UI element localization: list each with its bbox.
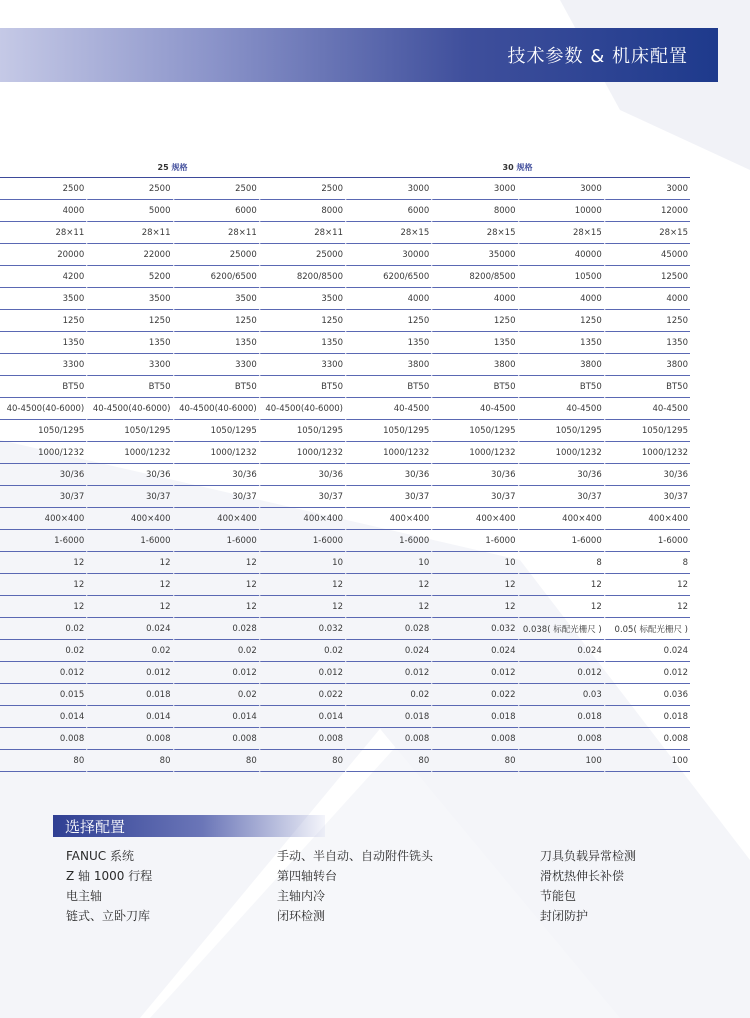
option-item: 手动、半自动、自动附件铣头 — [277, 849, 434, 863]
table-cell: 6200/6500 — [173, 266, 259, 288]
table-cell: 1-6000 — [259, 530, 345, 552]
table-cell: 1050/1295 — [431, 420, 517, 442]
table-row — [0, 310, 690, 332]
table-cell: 0.018 — [86, 684, 172, 706]
table-cell: 25000 — [259, 244, 345, 266]
table-cell: 0.02 — [173, 684, 259, 706]
page-title: 技术参数 & 机床配置 — [507, 46, 688, 67]
table-cell: 2500 — [86, 178, 172, 200]
table-cell: 1350 — [604, 332, 690, 354]
table-cell: 12 — [259, 596, 345, 618]
table-cell: 0.012 — [0, 662, 86, 684]
table-cell: 12 — [86, 574, 172, 596]
table-cell: 3500 — [0, 288, 86, 310]
table-cell: 12500 — [604, 266, 690, 288]
table-cell: 30/37 — [431, 486, 517, 508]
table-cell: 1350 — [86, 332, 172, 354]
options-section-header — [53, 815, 325, 837]
option-item: 滑枕热伸长补偿 — [540, 869, 625, 883]
table-row — [0, 354, 690, 376]
option-item: 主轴内冷 — [277, 889, 326, 903]
table-cell: 400×400 — [173, 508, 259, 530]
table-cell: 12 — [173, 574, 259, 596]
table-row — [0, 662, 690, 684]
table-cell: 0.008 — [0, 728, 86, 750]
table-cell: 40-4500 — [431, 398, 517, 420]
table-row — [0, 750, 690, 772]
table-cell: 10 — [259, 552, 345, 574]
table-cell: 3300 — [173, 354, 259, 376]
table-cell: 0.008 — [345, 728, 431, 750]
table-cell: BT50 — [259, 376, 345, 398]
table-cell: 2500 — [259, 178, 345, 200]
group-size: 25 — [157, 163, 169, 172]
table-cell: 1250 — [431, 310, 517, 332]
table-cell: 0.02 — [173, 640, 259, 662]
table-cell: 1-6000 — [345, 530, 431, 552]
table-cell: 12 — [0, 574, 86, 596]
table-cell: BT50 — [518, 376, 604, 398]
table-cell: 1-6000 — [173, 530, 259, 552]
group-30-header — [345, 158, 690, 178]
table-cell: 4000 — [345, 288, 431, 310]
table-cell: 0.014 — [173, 706, 259, 728]
table-cell: 100 — [604, 750, 690, 772]
table-cell: 1050/1295 — [518, 420, 604, 442]
table-cell: 0.028 — [173, 618, 259, 640]
table-cell: 80 — [173, 750, 259, 772]
table-cell: 35000 — [431, 244, 517, 266]
table-cell: 1050/1295 — [0, 420, 86, 442]
option-item: 电主轴 — [66, 889, 103, 903]
table-cell: 0.008 — [173, 728, 259, 750]
table-cell: 40-4500(40-6000) — [86, 398, 172, 420]
table-cell: 3300 — [86, 354, 172, 376]
table-cell: 4000 — [604, 288, 690, 310]
table-cell: 100 — [518, 750, 604, 772]
table-cell: 6000 — [345, 200, 431, 222]
table-cell: 12 — [0, 552, 86, 574]
table-cell: 10 — [345, 552, 431, 574]
table-cell: 45000 — [604, 244, 690, 266]
table-cell: 12 — [173, 552, 259, 574]
table-cell: 12 — [86, 596, 172, 618]
table-row — [0, 288, 690, 310]
table-cell: 0.036 — [604, 684, 690, 706]
table-cell: 1000/1232 — [173, 442, 259, 464]
table-cell: 1250 — [86, 310, 172, 332]
table-cell: 0.02 — [86, 640, 172, 662]
table-cell: 12 — [86, 552, 172, 574]
table-cell: 30/37 — [173, 486, 259, 508]
table-cell: 400×400 — [86, 508, 172, 530]
table-cell: 1-6000 — [518, 530, 604, 552]
options-column-2 — [277, 846, 433, 926]
table-cell: 6200/6500 — [345, 266, 431, 288]
table-cell: 3300 — [0, 354, 86, 376]
table-cell: 0.012 — [518, 662, 604, 684]
table-cell: 3000 — [431, 178, 517, 200]
table-cell: 1-6000 — [604, 530, 690, 552]
table-cell: 0.02 — [0, 618, 86, 640]
table-cell: 0.014 — [259, 706, 345, 728]
table-cell: 1350 — [173, 332, 259, 354]
table-cell: 28×11 — [173, 222, 259, 244]
table-cell: 30/37 — [0, 486, 86, 508]
table-cell: 12 — [0, 596, 86, 618]
table-cell: 1-6000 — [0, 530, 86, 552]
table-cell: 40-4500 — [604, 398, 690, 420]
table-cell: 8000 — [431, 200, 517, 222]
table-cell: 1250 — [0, 310, 86, 332]
table-cell: 0.03 — [518, 684, 604, 706]
table-cell: 0.024 — [345, 640, 431, 662]
table-row — [0, 222, 690, 244]
table-cell: 1350 — [259, 332, 345, 354]
table-cell: 80 — [431, 750, 517, 772]
table-cell: 0.024 — [431, 640, 517, 662]
table-cell: 0.012 — [86, 662, 172, 684]
table-cell: 30/37 — [345, 486, 431, 508]
table-cell: 3500 — [173, 288, 259, 310]
table-cell: 0.012 — [604, 662, 690, 684]
option-item: 第四轴转台 — [277, 869, 338, 883]
table-cell: 30/37 — [86, 486, 172, 508]
table-cell: 80 — [0, 750, 86, 772]
table-cell: 12 — [431, 596, 517, 618]
table-cell: 1050/1295 — [259, 420, 345, 442]
table-cell: 1-6000 — [431, 530, 517, 552]
table-cell: 40000 — [518, 244, 604, 266]
table-cell: 28×11 — [86, 222, 172, 244]
table-cell: 0.024 — [604, 640, 690, 662]
table-cell: 3800 — [604, 354, 690, 376]
table-cell: 1-6000 — [86, 530, 172, 552]
table-cell: 20000 — [0, 244, 86, 266]
table-cell: BT50 — [86, 376, 172, 398]
table-cell: 1000/1232 — [345, 442, 431, 464]
table-cell: 0.008 — [259, 728, 345, 750]
table-cell: 1050/1295 — [604, 420, 690, 442]
table-cell: 1250 — [604, 310, 690, 332]
table-cell: 0.014 — [86, 706, 172, 728]
table-cell: 1350 — [518, 332, 604, 354]
spec-group-header — [0, 158, 690, 178]
options-title: 选择配置 — [65, 818, 126, 836]
table-row — [0, 640, 690, 662]
table-cell: BT50 — [431, 376, 517, 398]
table-cell: 5200 — [86, 266, 172, 288]
table-cell: 4200 — [0, 266, 86, 288]
table-cell: 3800 — [518, 354, 604, 376]
header-banner — [0, 28, 718, 82]
table-row — [0, 684, 690, 706]
table-cell: 0.012 — [345, 662, 431, 684]
table-cell: 3500 — [86, 288, 172, 310]
table-cell: BT50 — [604, 376, 690, 398]
table-cell: 12 — [431, 574, 517, 596]
table-cell: 400×400 — [604, 508, 690, 530]
table-cell: 12 — [345, 596, 431, 618]
table-cell: 80 — [259, 750, 345, 772]
table-cell: 28×15 — [431, 222, 517, 244]
table-cell: 12 — [259, 574, 345, 596]
table-cell: 12000 — [604, 200, 690, 222]
table-row — [0, 332, 690, 354]
table-cell: 0.024 — [86, 618, 172, 640]
table-cell: 0.008 — [86, 728, 172, 750]
table-cell: BT50 — [173, 376, 259, 398]
table-row — [0, 486, 690, 508]
table-cell: 1000/1232 — [259, 442, 345, 464]
table-cell: 3000 — [518, 178, 604, 200]
table-row — [0, 728, 690, 750]
table-cell: 0.02 — [259, 640, 345, 662]
table-cell: 40-4500(40-6000) — [259, 398, 345, 420]
table-cell: 4000 — [0, 200, 86, 222]
table-cell: 0.012 — [431, 662, 517, 684]
table-cell: 0.02 — [345, 684, 431, 706]
table-cell: 10 — [431, 552, 517, 574]
table-row — [0, 464, 690, 486]
table-cell: 80 — [345, 750, 431, 772]
table-cell: 3500 — [259, 288, 345, 310]
table-cell: 40-4500(40-6000) — [0, 398, 86, 420]
table-cell: 0.018 — [345, 706, 431, 728]
table-cell: 1350 — [0, 332, 86, 354]
table-cell: 28×15 — [604, 222, 690, 244]
table-cell: 0.018 — [431, 706, 517, 728]
table-cell: 25000 — [173, 244, 259, 266]
option-item: 闭环检测 — [277, 909, 326, 923]
table-cell: 1000/1232 — [604, 442, 690, 464]
table-cell: 1000/1232 — [518, 442, 604, 464]
table-cell: 30/36 — [431, 464, 517, 486]
table-cell: 1050/1295 — [86, 420, 172, 442]
table-cell: 0.022 — [259, 684, 345, 706]
group-label: 规格 — [171, 163, 188, 172]
table-cell: 1250 — [259, 310, 345, 332]
table-cell: 0.008 — [518, 728, 604, 750]
table-cell: 0.024 — [518, 640, 604, 662]
option-item: 节能包 — [540, 889, 577, 903]
table-cell: 0.038( 标配光栅尺 ) — [518, 618, 604, 640]
table-cell: 8 — [518, 552, 604, 574]
table-cell: 10500 — [518, 266, 604, 288]
option-item: Z 轴 1000 行程 — [66, 869, 153, 883]
table-cell: 12 — [345, 574, 431, 596]
table-cell: 8200/8500 — [431, 266, 517, 288]
table-cell: 30/36 — [345, 464, 431, 486]
group-label: 规格 — [516, 163, 533, 172]
table-cell: 1050/1295 — [173, 420, 259, 442]
table-cell: 2500 — [173, 178, 259, 200]
table-cell: 1050/1295 — [345, 420, 431, 442]
table-cell: 22000 — [86, 244, 172, 266]
table-cell: 0.018 — [518, 706, 604, 728]
table-row — [0, 266, 690, 288]
table-row — [0, 244, 690, 266]
table-row — [0, 420, 690, 442]
table-row — [0, 376, 690, 398]
table-cell: 30/36 — [173, 464, 259, 486]
table-cell: 30/37 — [604, 486, 690, 508]
table-cell: 12 — [173, 596, 259, 618]
table-cell: 12 — [518, 574, 604, 596]
table-cell: 40-4500(40-6000) — [173, 398, 259, 420]
table-row — [0, 398, 690, 420]
options-column-3 — [540, 846, 636, 926]
table-cell: 3300 — [259, 354, 345, 376]
table-cell: 30/37 — [518, 486, 604, 508]
table-cell: 5000 — [86, 200, 172, 222]
table-cell: 0.012 — [173, 662, 259, 684]
table-cell: 1000/1232 — [0, 442, 86, 464]
table-cell: 40-4500 — [518, 398, 604, 420]
options-column-1 — [66, 846, 152, 926]
table-cell: 0.032 — [431, 618, 517, 640]
spec-table — [0, 158, 690, 772]
table-row — [0, 200, 690, 222]
table-cell: 1000/1232 — [86, 442, 172, 464]
table-cell: 3800 — [345, 354, 431, 376]
table-cell: 80 — [86, 750, 172, 772]
table-cell: 10000 — [518, 200, 604, 222]
table-cell: 1000/1232 — [431, 442, 517, 464]
table-cell: 8200/8500 — [259, 266, 345, 288]
table-cell: 12 — [604, 574, 690, 596]
table-cell: 28×11 — [259, 222, 345, 244]
table-cell: 1250 — [518, 310, 604, 332]
table-cell: 3000 — [604, 178, 690, 200]
table-cell: 0.008 — [604, 728, 690, 750]
table-cell: 0.014 — [0, 706, 86, 728]
table-cell: 30/37 — [259, 486, 345, 508]
table-cell: BT50 — [345, 376, 431, 398]
table-cell: 30/36 — [518, 464, 604, 486]
table-cell: 28×15 — [518, 222, 604, 244]
table-cell: 12 — [604, 596, 690, 618]
table-cell: 28×11 — [0, 222, 86, 244]
table-cell: 1350 — [345, 332, 431, 354]
table-cell: 0.028 — [345, 618, 431, 640]
table-cell: 1350 — [431, 332, 517, 354]
table-row — [0, 530, 690, 552]
table-row — [0, 508, 690, 530]
table-row — [0, 178, 690, 200]
table-cell: 0.02 — [0, 640, 86, 662]
option-item: 刀具负载异常检测 — [540, 849, 637, 863]
table-cell: 12 — [518, 596, 604, 618]
group-size: 30 — [502, 163, 514, 172]
table-cell: 0.015 — [0, 684, 86, 706]
table-cell: 6000 — [173, 200, 259, 222]
table-cell: 30/36 — [0, 464, 86, 486]
table-cell: 3000 — [345, 178, 431, 200]
table-cell: 0.022 — [431, 684, 517, 706]
table-cell: BT50 — [0, 376, 86, 398]
table-cell: 1250 — [345, 310, 431, 332]
table-row — [0, 442, 690, 464]
table-row — [0, 706, 690, 728]
table-row — [0, 618, 690, 640]
table-cell: 28×15 — [345, 222, 431, 244]
table-row — [0, 552, 690, 574]
option-item: 链式、立卧刀库 — [66, 909, 151, 923]
table-cell: 0.018 — [604, 706, 690, 728]
table-cell: 400×400 — [259, 508, 345, 530]
table-cell: 4000 — [431, 288, 517, 310]
table-cell: 0.012 — [259, 662, 345, 684]
spec-table-body — [0, 178, 690, 772]
table-cell: 400×400 — [0, 508, 86, 530]
table-cell: 2500 — [0, 178, 86, 200]
table-row — [0, 596, 690, 618]
option-item: 封闭防护 — [540, 909, 589, 923]
table-cell: 30/36 — [259, 464, 345, 486]
table-cell: 400×400 — [431, 508, 517, 530]
table-cell: 30000 — [345, 244, 431, 266]
table-cell: 400×400 — [518, 508, 604, 530]
table-cell: 30/36 — [604, 464, 690, 486]
table-cell: 8000 — [259, 200, 345, 222]
table-cell: 0.032 — [259, 618, 345, 640]
table-cell: 40-4500 — [345, 398, 431, 420]
table-cell: 3800 — [431, 354, 517, 376]
table-cell: 1250 — [173, 310, 259, 332]
table-row — [0, 574, 690, 596]
table-cell: 0.05( 标配光栅尺 ) — [604, 618, 690, 640]
table-cell: 4000 — [518, 288, 604, 310]
table-cell: 8 — [604, 552, 690, 574]
table-cell: 400×400 — [345, 508, 431, 530]
option-item: FANUC 系统 — [66, 849, 134, 863]
table-cell: 0.008 — [431, 728, 517, 750]
group-25-header — [0, 158, 345, 178]
table-cell: 30/36 — [86, 464, 172, 486]
